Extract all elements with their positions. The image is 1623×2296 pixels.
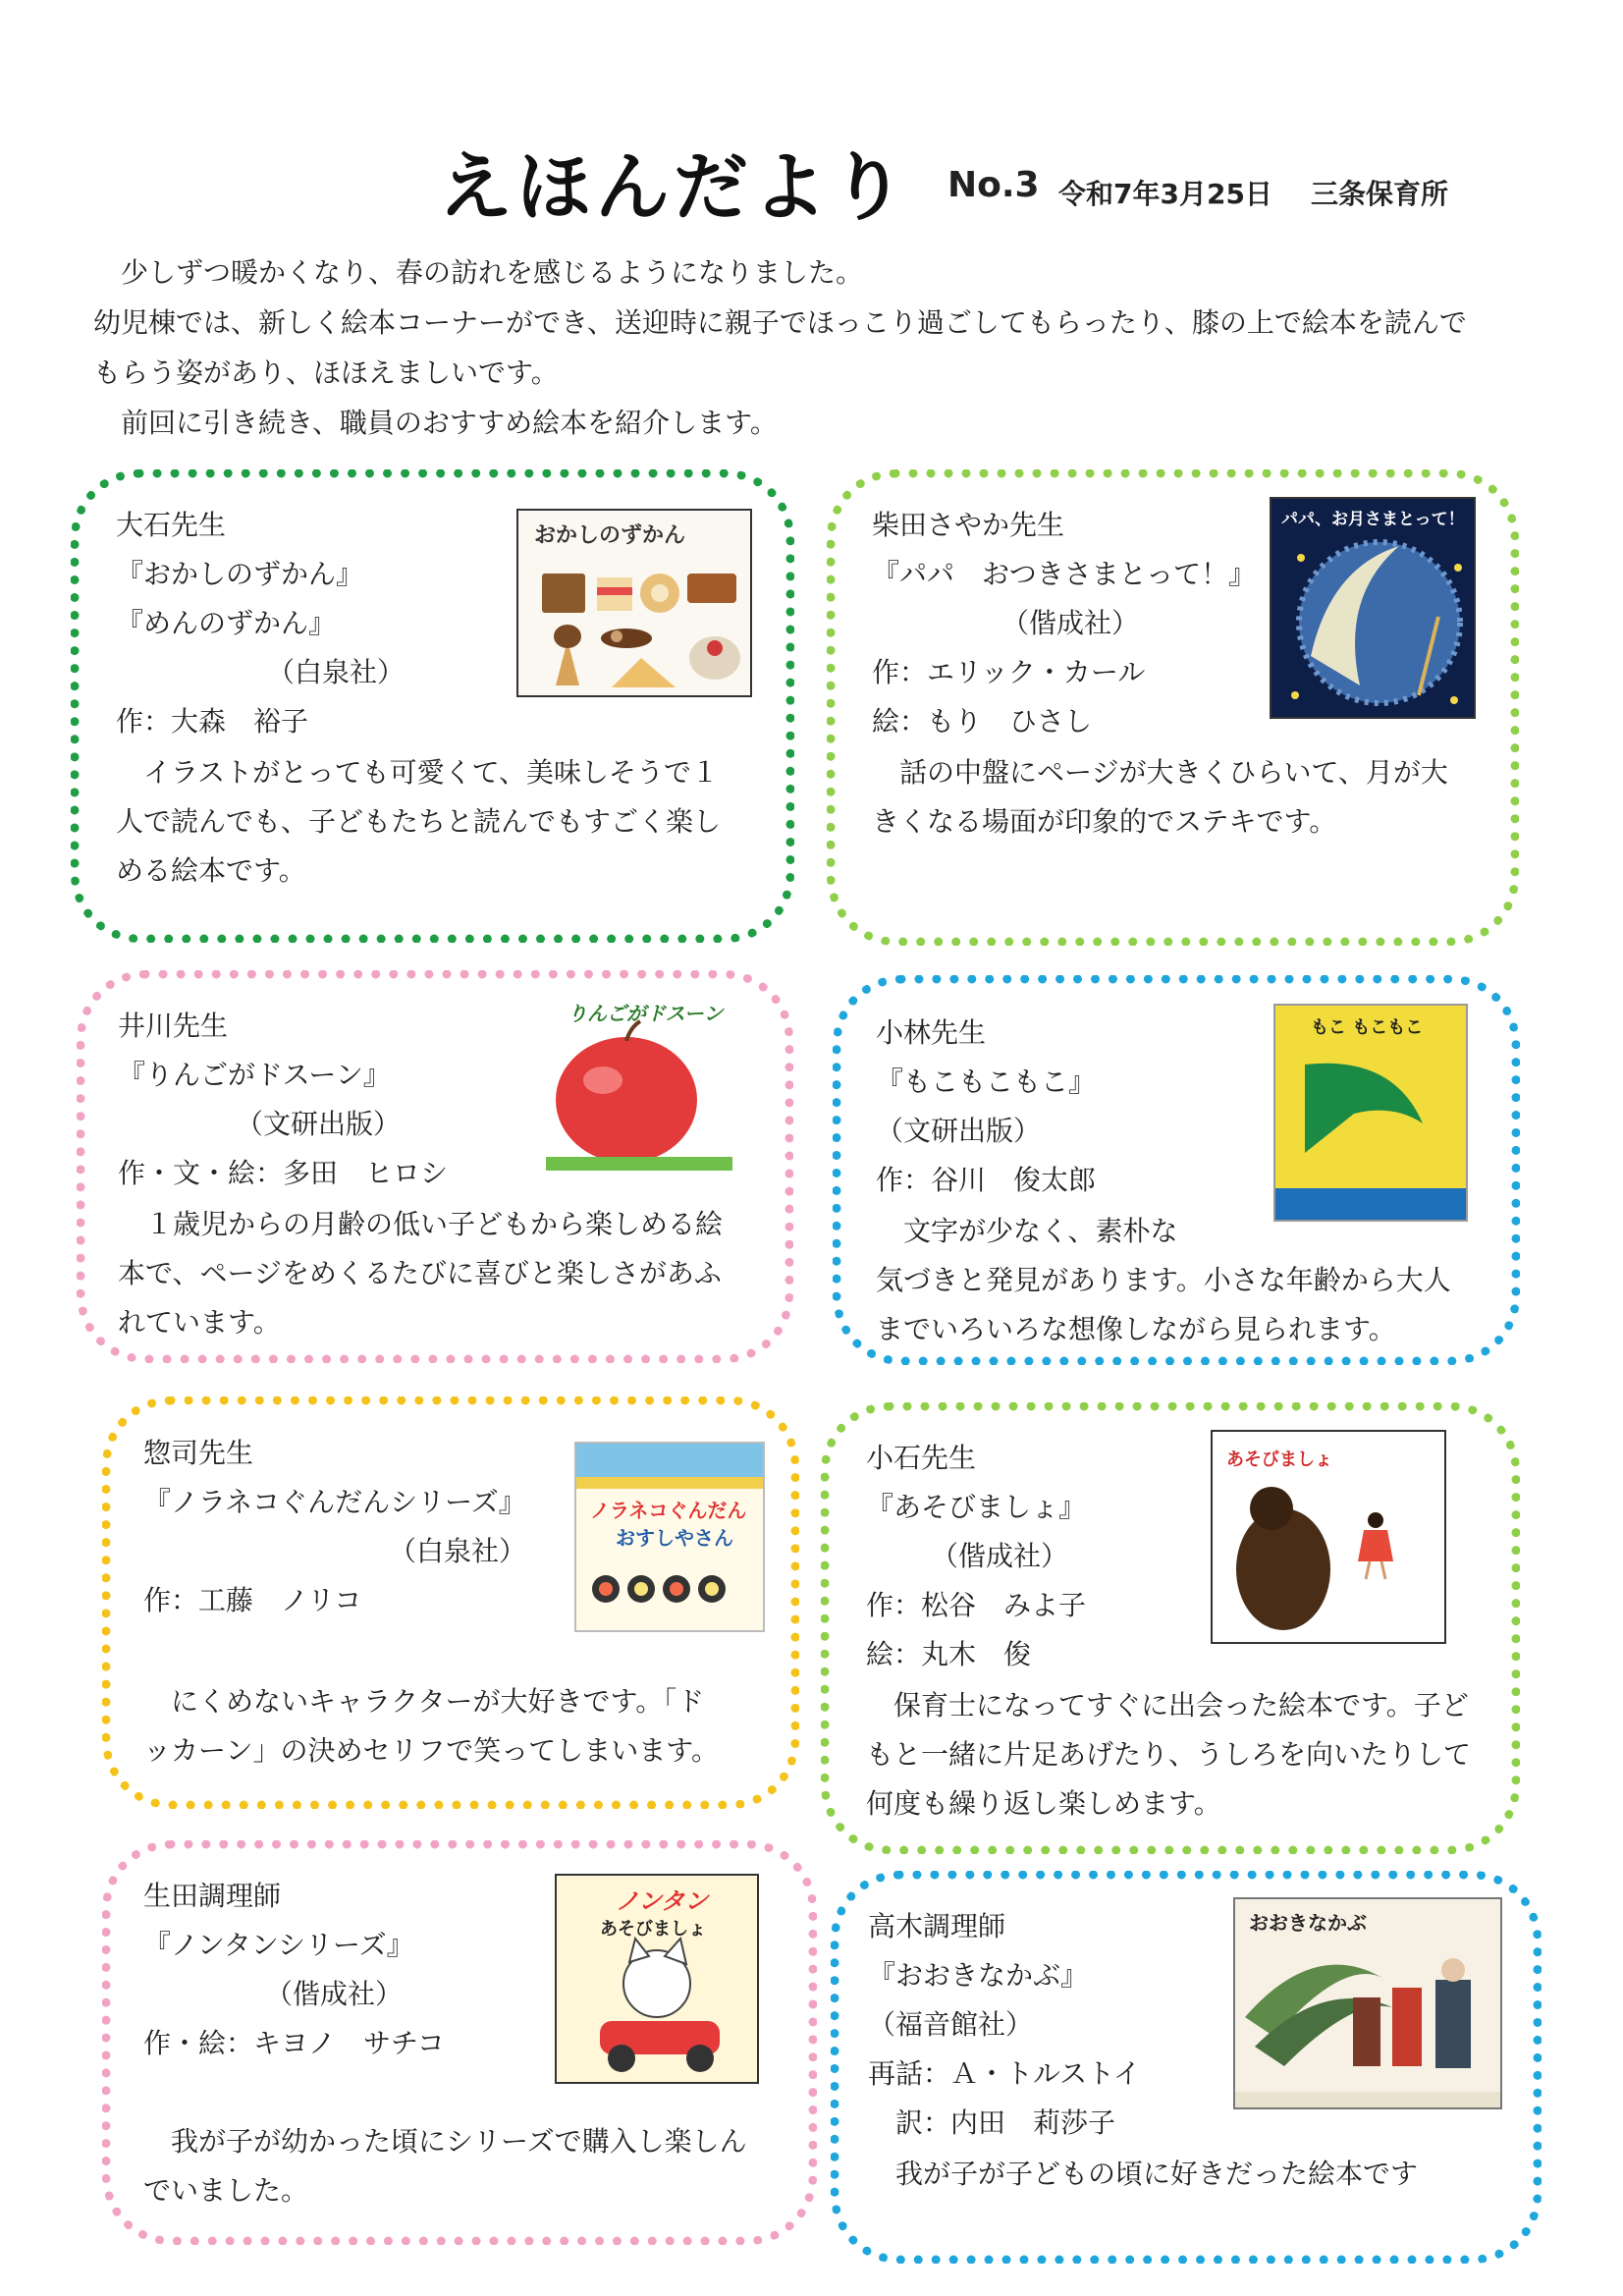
issue-number: No.3: [947, 165, 1040, 205]
translator: 訳：内田 莉莎子: [868, 2106, 1116, 2139]
book-title: 『めんのずかん』: [116, 607, 337, 639]
teacher-name: 柴田さやか先生: [872, 509, 1065, 541]
intro-line-1: 少しずつ暖かくなり、春の訪れを感じるようになりました。: [93, 256, 864, 289]
book-cover-mokomoko: [1273, 1004, 1468, 1222]
book-cover-nontan: [555, 1874, 759, 2084]
book-cover-papa: [1270, 497, 1476, 719]
cover-title: ノンタン: [616, 1887, 709, 1915]
illustrator: 絵：もり ひさし: [872, 705, 1093, 738]
book-title: 『ノラネコぐんだんシリーズ』: [143, 1486, 526, 1518]
cover-title: もこ もこもこ: [1311, 1017, 1424, 1038]
cover-title: おかしのずかん: [534, 523, 686, 548]
cover-title: あそびましょ: [1226, 1449, 1332, 1470]
cover-subtitle: おすしやさん: [616, 1526, 733, 1550]
author: 作：松谷 みよ子: [866, 1589, 1087, 1621]
bear-girl-illustration: [1213, 1432, 1446, 1644]
comment-line: 話の中盤にページが大きくひらいて、月が大: [872, 756, 1448, 789]
publisher: （偕成社）: [931, 1540, 1069, 1572]
publisher: （文研出版）: [236, 1108, 402, 1140]
comment-line: もと一緒に片足あげたり、うしろを向いたりして: [866, 1738, 1472, 1771]
comment-line: 気づきと発見があります。小さな年齢から大人: [876, 1264, 1451, 1296]
intro-line-4: 前回に引き続き、職員のおすすめ絵本を紹介します。: [93, 407, 778, 439]
teacher-name: 高木調理師: [868, 1910, 1006, 1942]
author: 作・絵：キヨノ サチコ: [143, 2027, 445, 2059]
teacher-name: 生田調理師: [143, 1880, 282, 1912]
publisher: （偕成社）: [265, 1978, 404, 2010]
comment-line: 本で、ページをめくるたびに喜びと楽しさがあふ: [118, 1257, 722, 1289]
book-cover-noraneko: [574, 1442, 765, 1632]
moon-illustration: [1271, 499, 1476, 719]
nontan-illustration: [557, 1876, 759, 2084]
book-title: 『もこもこもこ』: [876, 1066, 1097, 1098]
book-title: 『おおきなかぶ』: [868, 1959, 1089, 1992]
author: 作：工藤 ノリコ: [143, 1584, 362, 1616]
book-cover-asobimasho: [1211, 1430, 1446, 1644]
comment-line: イラストがとっても可愛くて、美味しそうで１: [116, 756, 720, 789]
author: 作：エリック・カール: [872, 656, 1146, 688]
teacher-name: 惣司先生: [143, 1437, 254, 1469]
publisher: （白泉社）: [389, 1535, 527, 1567]
comment-line: １歳児からの月齢の低い子どもから楽しめる絵: [118, 1208, 724, 1240]
mokomoko-illustration: [1275, 1006, 1468, 1222]
comment-line: ッカーン」の決めセリフで笑ってしまいます。: [143, 1734, 720, 1767]
book-title: 『ノンタンシリーズ』: [143, 1929, 414, 1961]
cover-title: りんごがドスーン: [568, 1002, 724, 1025]
comment-line: 我が子が子どもの頃に好きだった絵本です: [868, 2158, 1419, 2190]
author: 作：大森 裕子: [116, 705, 309, 738]
issue-date: 令和7年3月25日: [1058, 178, 1272, 210]
page-title: えほんだより: [438, 143, 909, 231]
comment-line: きくなる場面が印象的でステキです。: [872, 805, 1337, 838]
publisher: （福音館社）: [868, 2008, 1034, 2041]
sweets-illustration: [518, 511, 752, 697]
publisher: （白泉社）: [267, 656, 406, 688]
teacher-name: 小林先生: [876, 1016, 987, 1049]
comment-line: 文字が少なく、素朴な: [876, 1215, 1178, 1247]
book-title: 『りんごがドスーン』: [118, 1059, 391, 1091]
comment-line: 何度も繰り返し楽しめます。: [866, 1787, 1221, 1820]
cover-title: ノラネコぐんだん: [590, 1499, 747, 1522]
book-cover-okashi: [516, 509, 752, 697]
publisher: （文研出版）: [876, 1115, 1042, 1147]
comment-line: れています。: [118, 1306, 281, 1339]
cover-subtitle: あそびましょ: [600, 1919, 706, 1940]
book-title: 『おかしのずかん』: [116, 558, 364, 590]
comment-line: める絵本です。: [116, 854, 306, 887]
turnip-illustration: [1235, 1899, 1502, 2109]
comment-line: までいろいろな想像しながら見られます。: [876, 1313, 1396, 1345]
school-name: 三条保育所: [1311, 178, 1449, 210]
cover-title: パパ、お月さまとって！: [1281, 510, 1465, 529]
book-title: 『パパ おつきさまとって！』: [872, 558, 1257, 590]
intro-line-2: 幼児棟では、新しく絵本コーナーができ、送迎時に親子でほっこり過ごしてもらったり、膝の上で絵本を読んで: [93, 306, 1467, 339]
book-title: 『あそびましょ』: [866, 1491, 1087, 1523]
comment-line: でいました。: [143, 2174, 309, 2207]
author: 再話：Ａ・トルストイ: [868, 2057, 1141, 2090]
author: 作：谷川 俊太郎: [876, 1164, 1097, 1196]
book-cover-ringo: [542, 992, 734, 1176]
intro-line-3: もらう姿があり、ほほえましいです。: [93, 356, 559, 389]
comment-line: にくめないキャラクターが大好きです。「ド: [143, 1685, 705, 1718]
comment-line: 我が子が幼かった頃にシリーズで購入し楽しん: [143, 2125, 747, 2158]
teacher-name: 小石先生: [866, 1442, 977, 1474]
comment-line: 人で読んでも、子どもたちと読んでもすごく楽し: [116, 805, 722, 838]
illustrator: 絵：丸木 俊: [866, 1638, 1032, 1670]
author: 作・文・絵：多田 ヒロシ: [118, 1157, 449, 1189]
publisher: （偕成社）: [1001, 607, 1140, 639]
teacher-name: 大石先生: [116, 509, 227, 541]
apple-illustration: [542, 992, 734, 1176]
book-cover-ookinakabu: [1233, 1897, 1502, 2109]
cover-title: おおきなかぶ: [1249, 1911, 1367, 1935]
comment-line: 保育士になってすぐに出会った絵本です。子ど: [866, 1689, 1469, 1722]
teacher-name: 井川先生: [118, 1010, 229, 1042]
